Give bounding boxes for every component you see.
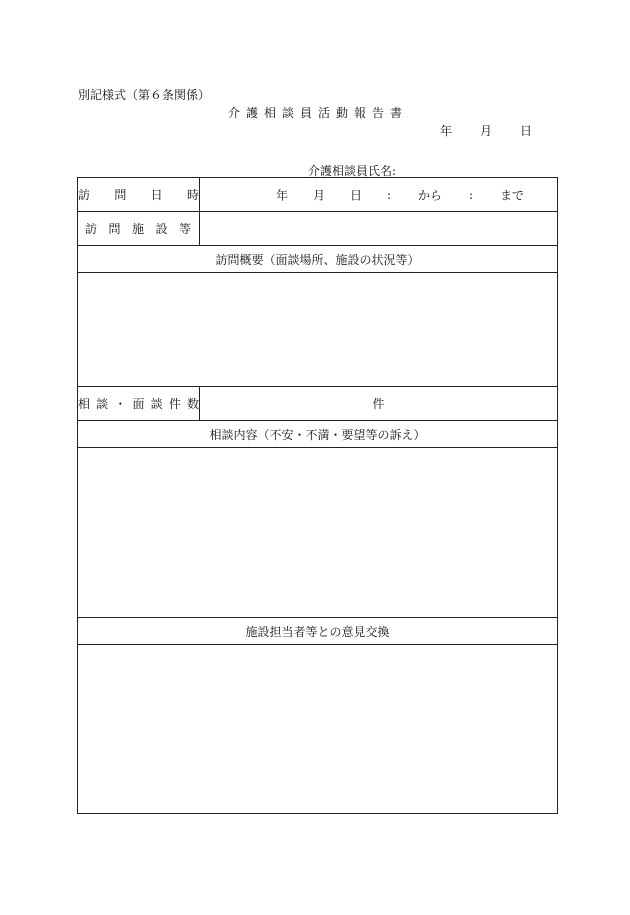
visit-overview-header-row [78, 246, 558, 273]
date-day-label: 日 [520, 124, 533, 138]
consult-count-row [78, 387, 558, 421]
date-month-label: 月 [480, 124, 493, 138]
visit-facility-row [78, 212, 558, 246]
visit-datetime-label: 訪問日時 [78, 178, 200, 212]
visit-overview-row [78, 273, 558, 387]
report-date-line [440, 122, 532, 139]
visit-colon-2: : [469, 187, 474, 202]
date-year-label: 年 [440, 124, 453, 138]
visit-datetime-field[interactable] [200, 178, 558, 212]
visit-overview-header: 訪問概要（面談場所、施設の状況等） [78, 246, 558, 273]
report-table [77, 177, 558, 814]
visit-day-label: 日 [350, 188, 363, 202]
visit-colon-1: : [387, 187, 392, 202]
consult-content-header-row [78, 421, 558, 448]
consult-content-field[interactable] [78, 448, 558, 618]
consult-count-label: 相談・面談件数 [78, 387, 200, 421]
consult-content-row [78, 448, 558, 618]
visit-month-label: 月 [313, 188, 326, 202]
counselor-name-label: 介護相談員氏名: [308, 164, 397, 178]
consult-content-header: 相談内容（不安・不満・要望等の訴え） [78, 421, 558, 448]
consult-count-unit: 件 [372, 397, 385, 411]
opinion-exchange-header-row [78, 618, 558, 645]
visit-datetime-row [78, 178, 558, 212]
visit-facility-field[interactable] [200, 212, 558, 246]
opinion-exchange-header: 施設担当者等との意見交換 [78, 618, 558, 645]
visit-from-label: から [418, 188, 443, 202]
visit-until-label: まで [500, 188, 525, 202]
opinion-exchange-field[interactable] [78, 645, 558, 814]
visit-overview-field[interactable] [78, 273, 558, 387]
form-label: 別記様式（第６条関係） [78, 88, 211, 102]
opinion-exchange-row [78, 645, 558, 814]
visit-facility-label: 訪問施設等 [78, 212, 200, 246]
consult-count-field[interactable] [200, 387, 558, 421]
document-title: 介護相談員活動報告書 [227, 106, 408, 120]
visit-year-label: 年 [276, 188, 289, 202]
